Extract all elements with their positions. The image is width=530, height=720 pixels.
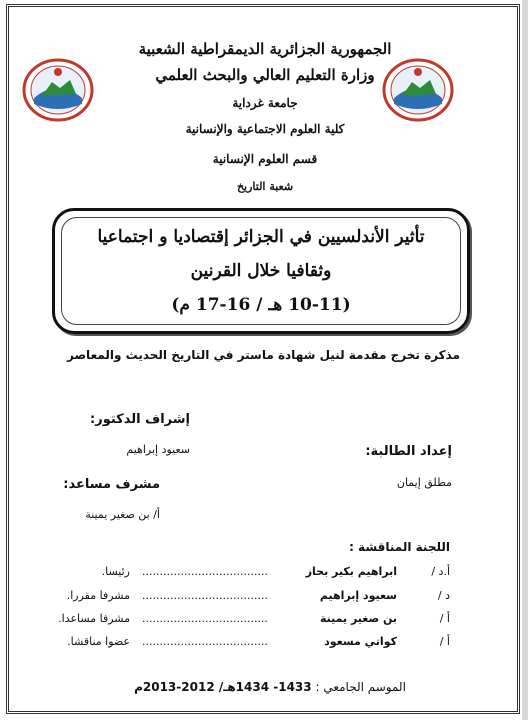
member-name: بن صغير يمينة	[319, 612, 397, 625]
member-title: د /	[437, 589, 450, 602]
assistant-supervisor-name: أ/ بن صغير يمينة	[85, 508, 160, 521]
thesis-title-line-2: وثقافيا خلال القرنين	[190, 261, 332, 281]
member-title: أ.د /	[431, 565, 450, 578]
member-title: أ /	[439, 612, 450, 625]
member-dots: ....................................	[142, 612, 268, 625]
student-name: مطلق إيمان	[396, 476, 452, 489]
faculty-name: كلية العلوم الاجتماعية والإنسانية	[185, 122, 345, 136]
thesis-title-line-3: (10-11 هـ / 16-17 م)	[171, 295, 351, 315]
republic-heading: الجمهورية الجزائرية الديمقراطية الشعبية	[138, 40, 392, 58]
supervisor-name: سعيود إبراهيم	[126, 443, 190, 456]
academic-year-label: الموسم الجامعي :	[315, 680, 406, 694]
ministry-heading: وزارة التعليم العالي والبحث العلمي	[155, 66, 375, 84]
member-name: ابراهيم بكير بحاز	[305, 565, 397, 578]
thesis-title-box	[52, 208, 470, 334]
student-label: إعداد الطالبة:	[365, 444, 452, 459]
academic-year-value: 1433- 1434هـ/ 2012-2013م	[134, 680, 312, 694]
supervisor-label: إشراف الدكتور:	[90, 412, 190, 427]
thesis-subtitle: مذكرة تخرج مقدمة لنيل شهادة ماستر في التاريخ الحديث والمعاصر	[67, 348, 460, 362]
university-name: جامعة غرداية	[232, 96, 298, 110]
page-edge-shadow	[522, 0, 528, 720]
member-role: عضوا مناقشا.	[67, 635, 130, 648]
committee-label: اللجنة المناقشة :	[349, 540, 450, 554]
member-dots: ....................................	[142, 565, 268, 578]
university-logo-left	[22, 58, 94, 122]
department-name: قسم العلوم الإنسانية	[212, 152, 318, 166]
member-role: مشرفا مقررا.	[66, 589, 130, 602]
member-role: رئيسا.	[101, 565, 130, 578]
member-title: أ /	[439, 635, 450, 648]
thesis-title-line-1: تأثير الأندلسيين في الجزائر إقتصاديا و اجتماعيا	[97, 227, 425, 247]
assistant-supervisor-label: مشرف مساعد:	[63, 477, 160, 492]
member-dots: ....................................	[142, 589, 268, 602]
member-dots: ....................................	[142, 635, 268, 648]
branch-name: شعبة التاريخ	[236, 180, 294, 193]
member-name: سعيود إبراهيم	[319, 589, 397, 602]
member-name: كواتي مسعود	[324, 635, 397, 648]
academic-year	[100, 680, 440, 694]
member-role: مشرفا مساعدا.	[58, 612, 130, 625]
